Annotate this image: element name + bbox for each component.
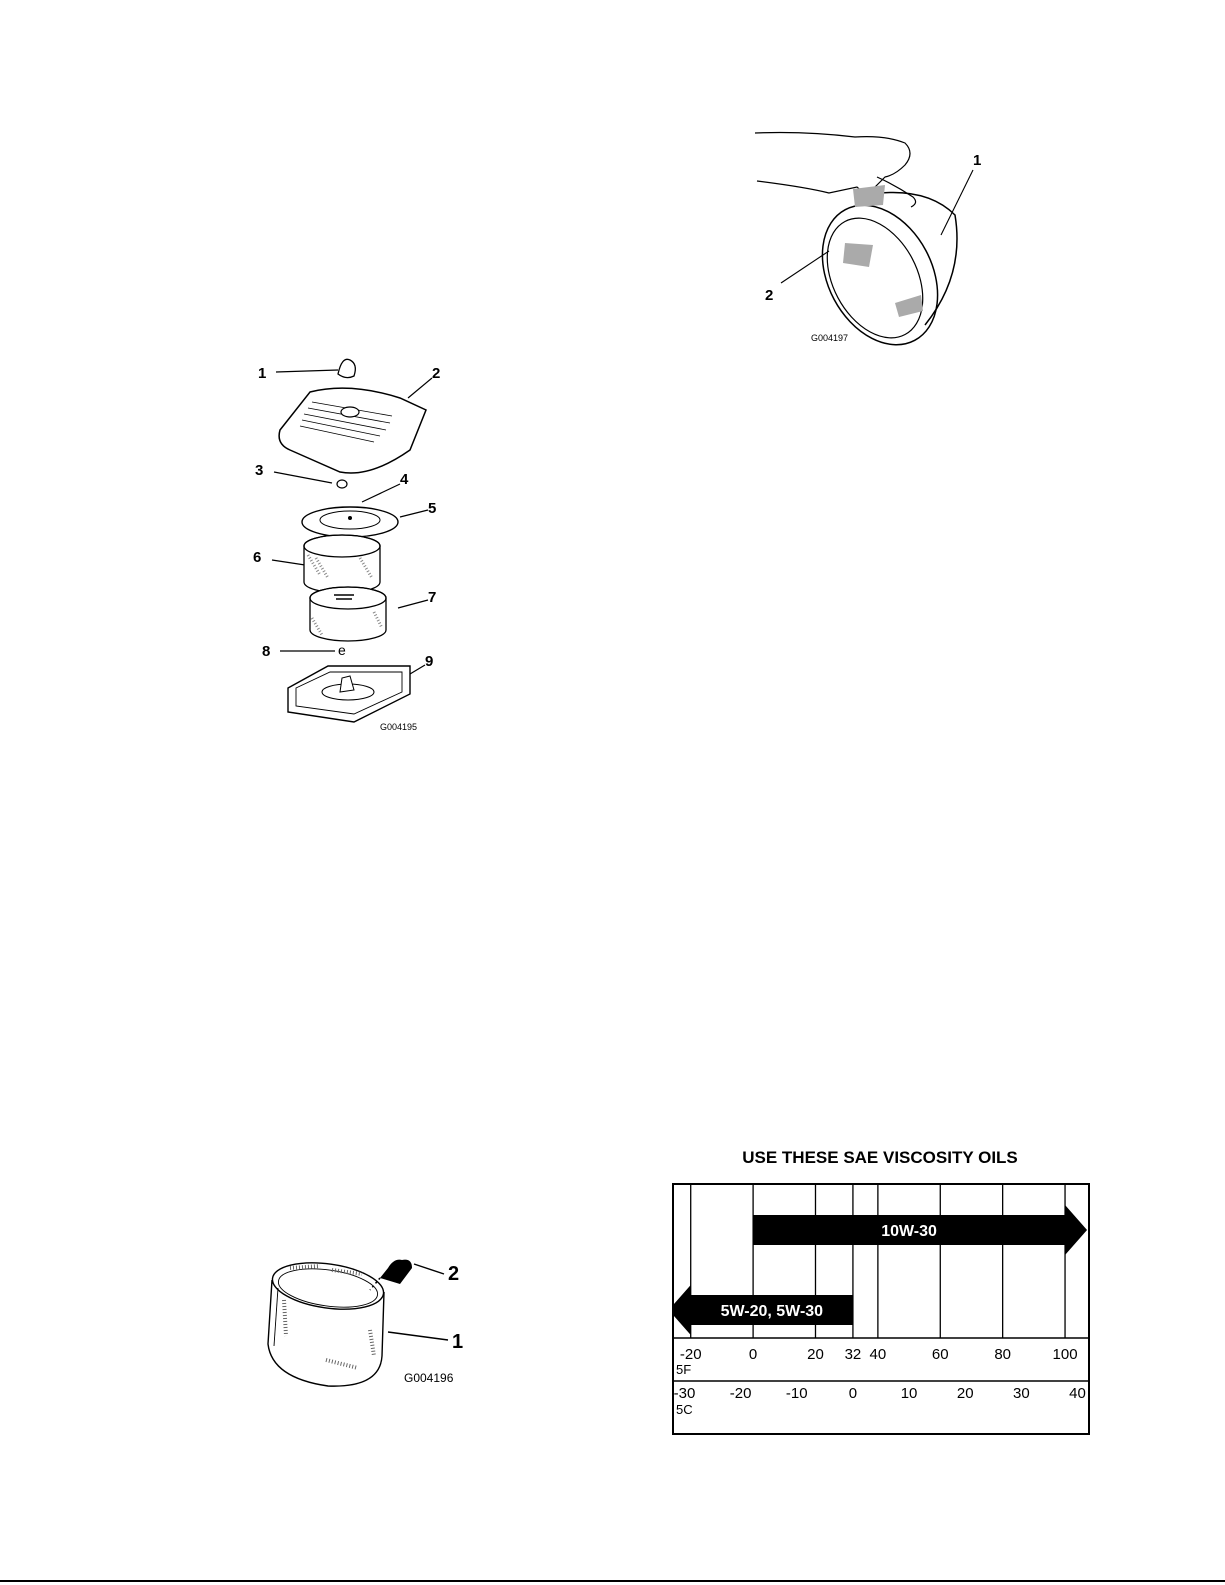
c-tick-label-7: 40 xyxy=(1069,1385,1086,1402)
gasket-glyph: e xyxy=(338,642,346,658)
f-unit-label: 5F xyxy=(676,1362,692,1377)
c-unit-label: 5C xyxy=(676,1402,693,1417)
oil-bar-label-0: 10W-30 xyxy=(881,1223,937,1240)
c-tick-label-1: -20 xyxy=(729,1385,752,1402)
part-code: G004196 xyxy=(404,1371,454,1385)
c-tick-label-5: 20 xyxy=(956,1385,974,1402)
callout-6: 6 xyxy=(253,549,262,566)
callout-2: 2 xyxy=(765,287,774,304)
callout-2: 2 xyxy=(448,1263,460,1285)
callout-2: 2 xyxy=(432,365,441,382)
callout-4: 4 xyxy=(400,471,409,488)
callout-1: 1 xyxy=(258,365,267,382)
filter-removal-figure xyxy=(745,125,1005,350)
part-code: G004197 xyxy=(811,333,849,343)
c-tick-label-4: 10 xyxy=(900,1385,918,1402)
callout-9: 9 xyxy=(425,653,434,670)
part-code: G004195 xyxy=(380,722,418,732)
f-tick-label-5: 60 xyxy=(931,1346,949,1363)
callout-3: 3 xyxy=(255,462,264,479)
c-tick-label-0: -30 xyxy=(673,1385,696,1402)
f-tick-label-1: 0 xyxy=(748,1346,758,1363)
chart-title: USE THESE SAE VISCOSITY OILS xyxy=(742,1148,1018,1167)
callout-5: 5 xyxy=(428,500,437,517)
callout-1: 1 xyxy=(973,152,982,169)
callout-8: 8 xyxy=(262,643,271,660)
f-tick-label-4: 40 xyxy=(869,1346,887,1363)
f-tick-label-6: 80 xyxy=(994,1346,1012,1363)
foam-element-oil-figure xyxy=(262,1240,482,1400)
f-tick-label-7: 100 xyxy=(1052,1346,1078,1363)
c-tick-label-3: 0 xyxy=(848,1385,858,1402)
f-tick-label-3: 32 xyxy=(844,1346,862,1363)
f-tick-label-0: -20 xyxy=(679,1346,702,1363)
air-cleaner-exploded-figure xyxy=(250,350,450,740)
footer-rule xyxy=(0,1580,1225,1582)
callout-7: 7 xyxy=(428,589,437,606)
callout-1: 1 xyxy=(452,1331,464,1353)
c-tick-label-6: 30 xyxy=(1013,1385,1030,1402)
f-tick-label-2: 20 xyxy=(807,1346,824,1363)
c-tick-label-2: -10 xyxy=(785,1385,808,1402)
viscosity-chart xyxy=(672,1183,1090,1435)
oil-bar-label-1: 5W-20, 5W-30 xyxy=(720,1303,824,1320)
